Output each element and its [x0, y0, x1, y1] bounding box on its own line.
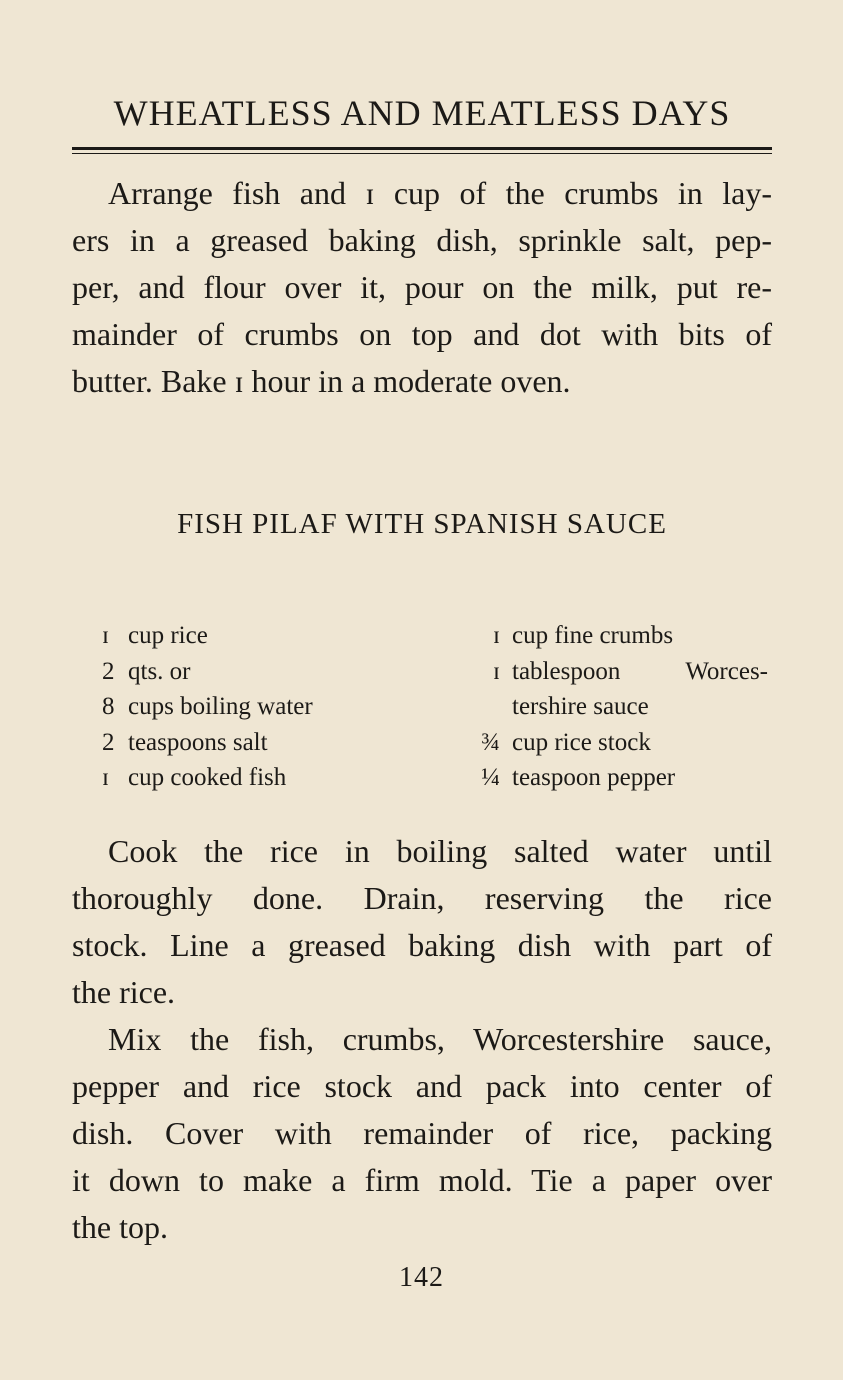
text-line: the top.	[72, 1209, 168, 1245]
ingredient-text-part: tablespoon	[512, 657, 621, 685]
ingredient-text: cup cooked fish	[128, 764, 287, 791]
paragraph-cook-rice	[72, 828, 772, 1016]
text-line: the rice.	[72, 974, 176, 1010]
paragraph-bake-instructions	[72, 170, 772, 405]
ingredient-item	[102, 618, 432, 654]
ingredient-item	[452, 760, 772, 796]
text-line: dish. Cover with remainder of rice, packing	[72, 1115, 772, 1151]
ingredient-quantity: ɪ	[493, 622, 500, 649]
ingredient-item	[102, 725, 432, 761]
ingredient-item	[452, 654, 772, 690]
text-line: ers in a greased baking dish, sprinkle salt, pep-	[72, 222, 772, 258]
recipe-title: FISH PILAF WITH SPANISH SAUCE	[177, 508, 667, 540]
ingredient-text: cup fine crumbs	[512, 622, 674, 649]
ingredient-quantity: ɪ	[102, 622, 109, 649]
running-head: WHEATLESS AND MEATLESS DAYS	[113, 93, 731, 133]
ingredient-text: teaspoons salt	[128, 728, 268, 756]
ingredient-text: teaspoon pepper	[512, 764, 676, 791]
ingredient-item	[452, 618, 772, 654]
ingredient-quantity: ɪ	[102, 764, 109, 791]
text-line: stock. Line a greased baking dish with part of	[72, 927, 772, 963]
ingredient-text: cup rice	[128, 622, 208, 649]
ingredient-text: qts. or	[128, 657, 191, 685]
ingredient-quantity: ¼	[481, 764, 500, 791]
ingredient-quantity: 2	[102, 728, 115, 756]
page-number: 142	[399, 1262, 444, 1293]
ingredients-right-column	[452, 618, 772, 796]
ingredient-quantity: 8	[102, 693, 115, 720]
header-rule-thick	[72, 147, 772, 150]
ingredient-item	[452, 725, 772, 761]
header-rule-thin	[72, 153, 772, 154]
text-line: thoroughly done. Drain, reserving the rice	[72, 880, 772, 916]
ingredient-text-part: Worces-	[685, 657, 768, 685]
text-line: Cook the rice in boiling salted water until	[108, 833, 772, 869]
ingredient-text	[500, 654, 768, 690]
text-line: it down to make a firm mold. Tie a paper over	[72, 1162, 772, 1198]
ingredient-item-continuation	[452, 689, 772, 725]
text-line: Mix the fish, crumbs, Worcestershire sauce,	[108, 1021, 772, 1057]
ingredient-quantity: ɪ	[493, 657, 500, 685]
text-line: mainder of crumbs on top and dot with bits of	[72, 316, 772, 352]
ingredient-item	[102, 689, 432, 725]
text-line: pepper and rice stock and pack into center of	[72, 1068, 772, 1104]
ingredient-quantity: 2	[102, 657, 115, 685]
ingredients-left-column	[102, 618, 432, 796]
ingredient-quantity: ¾	[481, 728, 500, 756]
text-line: butter. Bake ɪ hour in a moderate oven.	[72, 363, 571, 399]
ingredient-item	[102, 760, 432, 796]
ingredient-item	[102, 654, 432, 690]
ingredient-text: tershire sauce	[512, 693, 649, 720]
text-line: per, and flour over it, pour on the milk, put re-	[72, 269, 772, 305]
text-line: Arrange fish and ɪ cup of the crumbs in lay-	[108, 175, 772, 211]
paragraph-mix-fish	[72, 1016, 772, 1251]
ingredient-text: cups boiling water	[128, 693, 313, 720]
ingredient-text: cup rice stock	[512, 728, 651, 756]
